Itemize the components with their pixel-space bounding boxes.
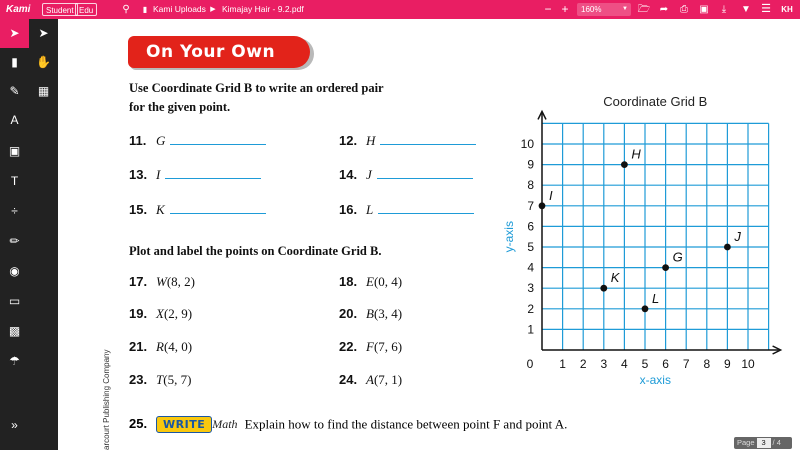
folder-icon[interactable]: ▮ (142, 5, 148, 14)
question-number: 12. (339, 133, 358, 148)
plus-icon[interactable]: + (561, 2, 569, 16)
question-number: 18. (339, 274, 358, 289)
edu-badge: Edu (75, 3, 97, 16)
cursor-icon[interactable]: ➤ (38, 26, 49, 40)
question-number: 17. (129, 274, 148, 289)
page-label: Page (737, 438, 755, 447)
point-coords: (2, 9) (163, 306, 193, 321)
point-coords: (7, 1) (373, 372, 403, 387)
question-number: 20. (339, 306, 358, 321)
top-bar (0, 0, 800, 19)
point-label: F (366, 339, 374, 354)
chevron-down-icon: ▼ (622, 6, 628, 12)
grid-title: Coordinate Grid B (603, 94, 708, 109)
x-tick-label: 0 (526, 357, 534, 371)
question-number: 23. (129, 372, 148, 387)
y-tick-label: 4 (527, 260, 534, 275)
point-label: B (366, 306, 374, 321)
eraser-icon[interactable]: ▭ (8, 294, 21, 308)
point-label: E (366, 274, 374, 289)
point-label: I (156, 167, 161, 182)
question-number: 11. (129, 133, 147, 148)
x-tick-label: 3 (600, 357, 608, 371)
kami-logo[interactable]: Kami (6, 4, 31, 15)
y-axis-label: y-axis (502, 221, 516, 253)
point-label-i: I (549, 187, 553, 203)
point-coords: (7, 6) (373, 339, 403, 354)
question-number: 16. (339, 202, 358, 217)
y-tick-label: 2 (527, 301, 534, 316)
save-icon[interactable]: ▣ (699, 4, 709, 15)
point-coords: (3, 4) (373, 306, 403, 321)
point-label: L (366, 202, 374, 217)
point-label-h: H (631, 146, 641, 162)
zoom-level: 160% (581, 5, 602, 14)
x-tick-label: 2 (579, 357, 587, 371)
pen-icon[interactable]: ✏ (9, 234, 20, 248)
stamp-icon[interactable]: ☂ (9, 354, 20, 368)
y-tick-label: 6 (527, 219, 534, 234)
point-g (662, 264, 669, 271)
select-icon[interactable]: ➤ (9, 26, 20, 40)
student-badge: Student (42, 3, 78, 16)
write-math-badge: WRITE (156, 416, 212, 433)
breadcrumb-file[interactable]: Kimajay Hair - 9.2.pdf (222, 4, 304, 14)
open-folder-icon[interactable]: 🗁 (637, 4, 651, 15)
y-tick-label: 9 (527, 157, 534, 172)
point-l (642, 305, 649, 312)
collapse-icon[interactable]: » (11, 418, 18, 432)
x-tick-label: 1 (559, 357, 566, 371)
question-number: 22. (339, 339, 358, 354)
x-axis-label: x-axis (639, 373, 671, 387)
y-tick-label: 3 (527, 281, 534, 296)
instruction-plot: Plot and label the points on Coordinate Grid B. (129, 244, 382, 258)
point-label: K (156, 202, 165, 217)
question-number: 19. (129, 306, 148, 321)
point-j (724, 244, 731, 251)
question-number: 24. (339, 372, 358, 387)
search-icon[interactable]: ⚲ (122, 4, 130, 15)
y-tick-label: 1 (527, 322, 534, 337)
section-banner: On Your Own (128, 36, 310, 68)
point-label-k: K (610, 270, 620, 286)
point-coords: (4, 0) (163, 339, 193, 354)
book-icon[interactable]: ▮ (11, 55, 18, 69)
publisher-credit: arcourt Publishing Company (102, 349, 111, 450)
point-coords: (8, 2) (166, 274, 196, 289)
chevron-right-icon: ▶ (210, 6, 216, 13)
point-label: X (156, 306, 164, 321)
point-label: J (366, 167, 372, 182)
y-tick-label: 7 (527, 198, 534, 213)
point-label: H (366, 133, 376, 148)
point-label: A (366, 372, 374, 387)
region-select-icon[interactable]: ▦ (37, 84, 50, 98)
math-word: Math (212, 417, 238, 432)
y-tick-label: 5 (527, 240, 534, 254)
point-h (621, 161, 628, 168)
highlight-icon[interactable]: ✎ (9, 84, 20, 98)
current-page-input[interactable]: 3 (757, 438, 771, 448)
x-tick-label: 9 (724, 357, 731, 371)
shapes-icon[interactable]: ◉ (9, 264, 20, 278)
x-tick-label: 10 (741, 357, 755, 371)
point-label-l: L (652, 290, 660, 306)
question-number: 14. (339, 167, 358, 182)
point-label: R (156, 339, 164, 354)
left-toolbar (0, 19, 58, 450)
point-label: G (156, 133, 166, 148)
hand-icon[interactable]: ✋ (36, 55, 51, 69)
download-icon[interactable]: ⤓ (721, 4, 727, 15)
equation-icon[interactable]: ÷ (11, 204, 18, 218)
download-options-icon[interactable]: ▼ (741, 4, 751, 15)
point-label-j: J (734, 229, 741, 244)
point-label: T (156, 372, 164, 387)
zoom-select[interactable] (577, 3, 631, 16)
question-number: 15. (129, 202, 148, 217)
page-total: / 4 (772, 438, 781, 447)
document-page (58, 19, 800, 450)
minus-icon[interactable]: − (544, 2, 552, 16)
comment-icon[interactable]: ▣ (8, 144, 21, 158)
instruction-line-1: Use Coordinate Grid B to write an ordered pair (129, 81, 384, 95)
point-k (600, 285, 607, 292)
point-label-g: G (672, 249, 683, 265)
question-number: 25. (129, 416, 148, 431)
avatar[interactable]: KH (781, 5, 793, 14)
breadcrumb-folder[interactable]: Kami Uploads (153, 4, 206, 14)
question-25-text: Explain how to find the distance between point F and point A. (244, 416, 568, 432)
print-icon[interactable]: ⎙ (680, 4, 688, 15)
text-highlight-icon[interactable]: A (10, 113, 19, 127)
point-coords: (5, 7) (163, 372, 192, 387)
image-icon[interactable]: ▩ (8, 324, 21, 338)
question-number: 21. (129, 339, 148, 354)
y-tick-label: 8 (527, 178, 534, 193)
point-coords: (0, 4) (373, 274, 403, 289)
coordinate-grid-b (58, 19, 800, 450)
x-tick-label: 6 (662, 357, 669, 371)
page-counter (734, 437, 792, 449)
x-tick-label: 4 (621, 357, 628, 371)
x-tick-label: 5 (641, 357, 649, 371)
menu-icon[interactable]: ☰ (761, 3, 771, 15)
x-tick-label: 7 (682, 357, 690, 371)
instruction-line-2: for the given point. (129, 100, 231, 114)
point-i (539, 202, 546, 209)
question-number: 13. (129, 167, 148, 182)
point-label: W (156, 274, 167, 289)
share-icon[interactable]: ➦ (659, 4, 669, 15)
x-tick-label: 8 (703, 357, 711, 371)
text-icon[interactable]: T (10, 174, 19, 188)
y-tick-label: 10 (520, 137, 534, 151)
